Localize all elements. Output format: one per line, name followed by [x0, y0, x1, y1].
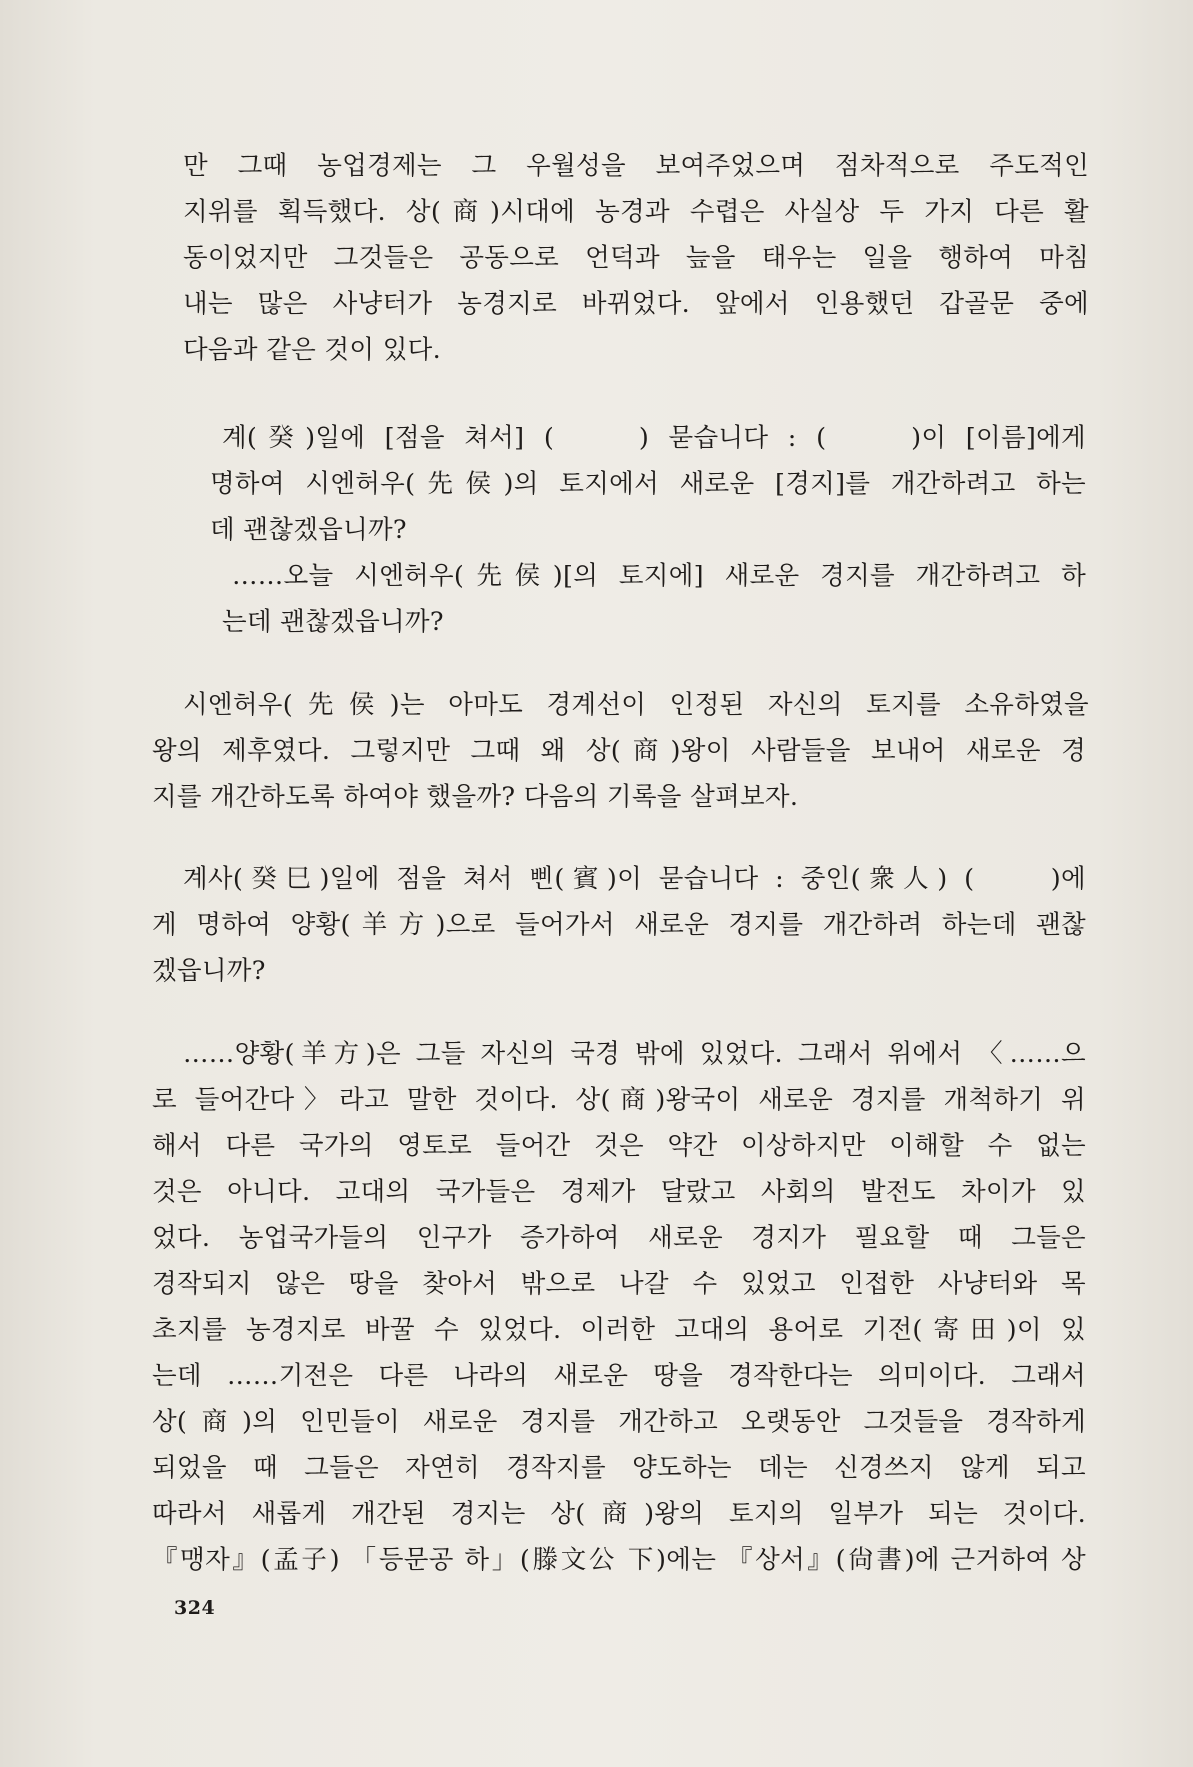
text-line: 만 그때 농업경제는 그 우월성을 보여주었으며 점차적으로 주도적인: [183, 151, 1089, 181]
text-line: 상(商)의 인민들이 새로운 경지를 개간하고 오랫동안 그것들을 경작하게: [152, 1407, 1086, 1437]
page-number: 324: [174, 1597, 216, 1619]
text-line: 었다. 농업국가들의 인구가 증가하여 새로운 경지가 필요할 때 그들은: [152, 1223, 1086, 1253]
text-line: 겠읍니까?: [152, 956, 266, 986]
text-line: 지를 개간하도록 하여야 했을까? 다음의 기록을 살펴보자.: [152, 782, 799, 812]
text-line: 되었을 때 그들은 자연히 경작지를 양도하는 데는 신경쓰지 않게 되고: [152, 1453, 1086, 1483]
text-line: 게 명하여 양황(羊方)으로 들어가서 새로운 경지를 개간하려 하는데 괜찮: [152, 910, 1086, 940]
text-line: ……양황(羊方)은 그들 자신의 국경 밖에 있었다. 그래서 위에서 〈……으: [183, 1039, 1086, 1069]
quote-line: 데 괜찮겠읍니까?: [210, 515, 407, 545]
quote-line: 는데 괜찮겠읍니까?: [222, 607, 444, 637]
text-line: 계사(癸巳)일에 점을 쳐서 삔(賓)이 묻습니다 : 중인(衆人) ( )에: [183, 864, 1086, 894]
text-line: 내는 많은 사냥터가 농경지로 바뀌었다. 앞에서 인용했던 갑골문 중에: [183, 289, 1089, 319]
text-line: 다음과 같은 것이 있다.: [183, 335, 442, 365]
text-line: 지위를 획득했다. 상(商)시대에 농경과 수렵은 사실상 두 가지 다른 활: [183, 197, 1089, 227]
text-line: 초지를 농경지로 바꿀 수 있었다. 이러한 고대의 용어로 기전(寄田)이 있: [152, 1315, 1086, 1345]
text-line: 시엔허우(先侯)는 아마도 경계선이 인정된 자신의 토지를 소유하였을: [183, 690, 1089, 720]
text-line: 왕의 제후였다. 그렇지만 그때 왜 상(商)왕이 사람들을 보내어 새로운 경: [152, 736, 1086, 766]
text-line: 따라서 새롭게 개간된 경지는 상(商)왕의 토지의 일부가 되는 것이다.: [152, 1499, 1086, 1529]
quote-line: ……오늘 시엔허우(先侯)[의 토지에] 새로운 경지를 개간하려고 하: [232, 561, 1086, 591]
text-line: 동이었지만 그것들은 공동으로 언덕과 늪을 태우는 일을 행하여 마침: [183, 243, 1089, 273]
text-line: 해서 다른 국가의 영토로 들어간 것은 약간 이상하지만 이해할 수 없는: [152, 1131, 1086, 1161]
quote-line: 명하여 시엔허우(先侯)의 토지에서 새로운 [경지]를 개간하려고 하는: [210, 469, 1086, 499]
text-line: 것은 아니다. 고대의 국가들은 경제가 달랐고 사회의 발전도 차이가 있: [152, 1177, 1086, 1207]
quote-line: 계(癸)일에 [점을 쳐서] ( ) 묻습니다 : ( )이 [이름]에게: [222, 423, 1086, 453]
text-line: 로 들어간다〉라고 말한 것이다. 상(商)왕국이 새로운 경지를 개척하기 위: [152, 1085, 1086, 1115]
text-line: 『맹자』(孟子) 「등문공 하」(滕文公 下)에는 『상서』(尙書)에 근거하여 상: [152, 1545, 1086, 1575]
text-line: 경작되지 않은 땅을 찾아서 밖으로 나갈 수 있었고 인접한 사냥터와 목: [152, 1269, 1086, 1299]
text-line: 는데 ……기전은 다른 나라의 새로운 땅을 경작한다는 의미이다. 그래서: [152, 1361, 1086, 1391]
